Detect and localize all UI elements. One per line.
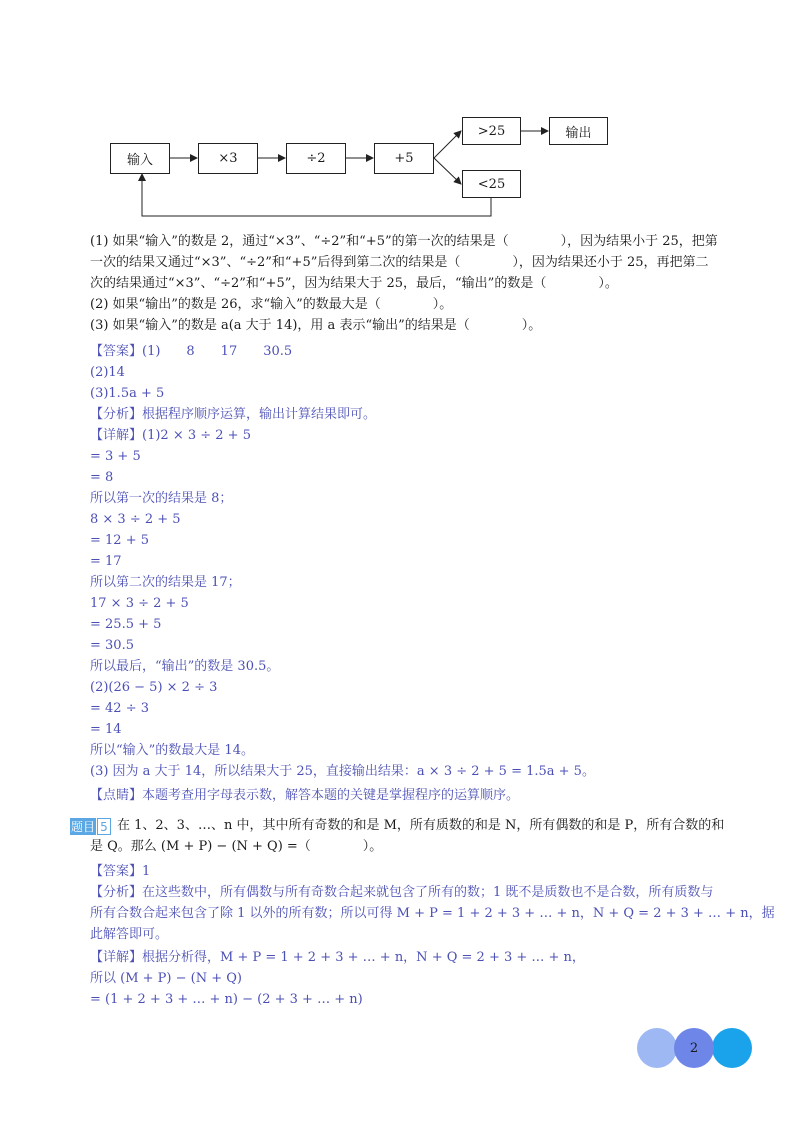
q5-line-1: 在 1、2、3、…、n 中，其中所有奇数的和是 M，所有质数的和是 N，所有偶数的和是 P，所有合数的和 <box>117 818 725 833</box>
q5-detail: 【详解】根据分析得，M + P = 1 + 2 + 3 + … + n，N + Q = 2 + 3 + … + n， <box>90 950 585 965</box>
page-number: 2 <box>689 1040 699 1056</box>
times3-box: ×3 <box>198 143 258 174</box>
detail-line: 8 × 3 ÷ 2 + 5 <box>90 512 181 527</box>
detail-line: 17 × 3 ÷ 2 + 5 <box>90 596 189 611</box>
div2-box: ÷2 <box>286 143 346 174</box>
detail-line: = 8 <box>90 470 114 485</box>
comment-line: 【点睛】本题考查用字母表示数，解答本题的关键是掌握程序的运算顺序。 <box>90 788 520 803</box>
flowchart <box>0 0 794 230</box>
question-number: 5 <box>97 818 111 835</box>
q5-line-2: 是 Q。那么 (M + P) − (N + Q) =（ ）。 <box>90 839 383 854</box>
detail-line: = 3 + 5 <box>90 449 141 464</box>
answer-line: (2)14 <box>90 365 125 380</box>
detail-line: = 42 ÷ 3 <box>90 701 149 716</box>
q5-analysis: 所有合数合起来包含了除 1 以外的所有数；所以可得 M + P = 1 + 2 + 3 + … + n，N + Q = 2 + 3 + … + n，据 <box>90 906 775 921</box>
detail-line: 所以第二次的结果是 17； <box>90 575 241 590</box>
q4-line-5: (3) 如果“输入”的数是 a(a 大于 14)，用 a 表示“输出”的结果是（ ）。 <box>90 318 542 333</box>
q5-answer: 【答案】1 <box>90 864 151 879</box>
q4-line-4: (2) 如果“输出”的数是 26，求“输入”的数最大是（ ）。 <box>90 297 453 312</box>
page-deco-right <box>712 1028 752 1068</box>
answer-line: (3)1.5a + 5 <box>90 386 165 401</box>
output-box: 输出 <box>549 117 608 145</box>
q5-analysis: 此解答即可。 <box>90 927 169 942</box>
question-tag: 题目 <box>70 820 95 834</box>
q4-line-3: 次的结果通过“×3”、“÷2”和“+5”，因为结果大于 25，最后，“输出”的数是（ ）。 <box>90 276 618 291</box>
page-deco-left <box>637 1028 677 1068</box>
q4-line-2: 一次的结果又通过“×3”、“÷2”和“+5”后得到第二次的结果是（ ），因为结果还小于 25，再把第二 <box>90 255 709 270</box>
detail-line: (3) 因为 a 大于 14，所以结果大于 25，直接输出结果：a × 3 ÷ 2 + 5 = 1.5a + 5。 <box>90 764 595 779</box>
q4-line-1: (1) 如果“输入”的数是 2，通过“×3”、“÷2”和“+5”的第一次的结果是（ ），因为结果小于 25，把第 <box>90 234 718 249</box>
gt25-box: >25 <box>462 117 521 145</box>
detail-line: 所以最后，“输出”的数是 30.5。 <box>90 659 280 674</box>
input-box: 输入 <box>110 143 170 174</box>
detail-line: = 14 <box>90 722 122 737</box>
detail-line: (2)(26 − 5) × 2 ÷ 3 <box>90 680 218 695</box>
q5-detail: = (1 + 2 + 3 + … + n) − (2 + 3 + … + n) <box>90 992 363 1007</box>
detail-line: 【详解】(1)2 × 3 ÷ 2 + 5 <box>90 428 251 443</box>
detail-line: = 12 + 5 <box>90 533 149 548</box>
detail-line: = 17 <box>90 554 122 569</box>
detail-line: = 30.5 <box>90 638 134 653</box>
analysis-line: 【分析】根据程序顺序运算，输出计算结果即可。 <box>90 407 377 422</box>
plus5-box: +5 <box>374 143 434 174</box>
detail-line: 所以“输入”的数最大是 14。 <box>90 743 254 758</box>
detail-line: = 25.5 + 5 <box>90 617 162 632</box>
q5-analysis: 【分析】在这些数中，所有偶数与所有奇数合起来就包含了所有的数；1 既不是质数也不是合数，所有质数与 <box>90 885 714 900</box>
answer-line: 【答案】(1) 8 17 30.5 <box>90 344 293 359</box>
flowchart-arrows <box>0 0 794 230</box>
lt25-box: <25 <box>462 170 521 198</box>
detail-line: 所以第一次的结果是 8； <box>90 491 233 506</box>
q5-detail: 所以 (M + P) − (N + Q) <box>90 971 242 986</box>
